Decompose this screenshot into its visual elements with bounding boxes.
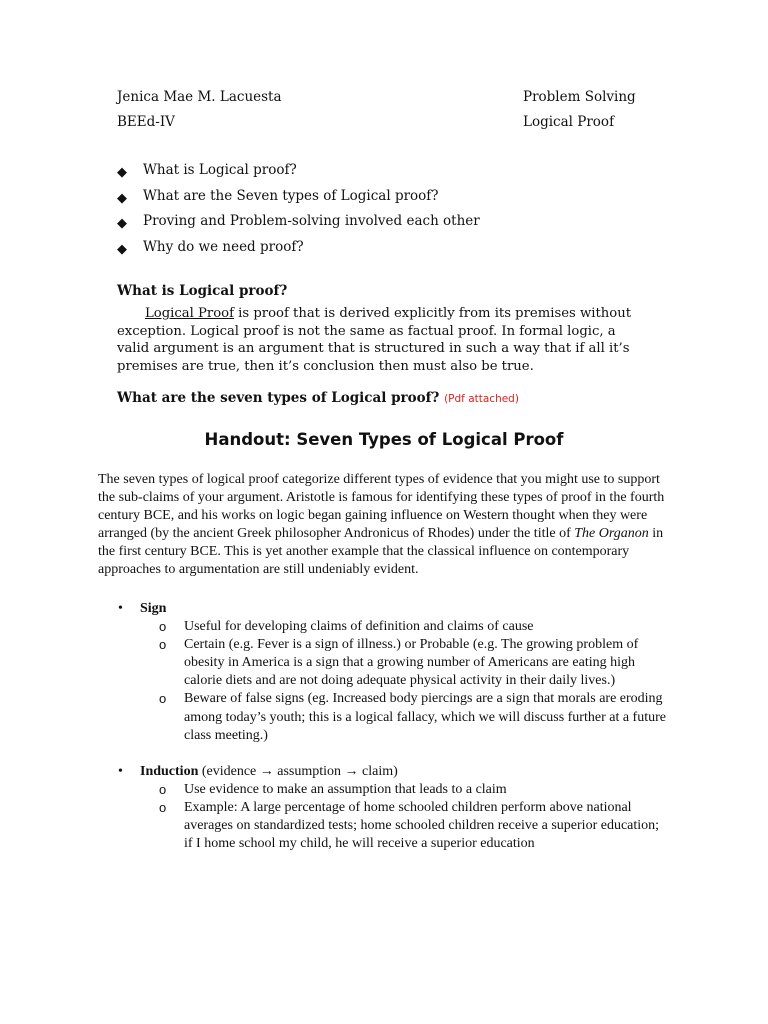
list-item: ◆ Why do we need proof? bbox=[117, 238, 304, 257]
bullet-dot-icon: • bbox=[118, 601, 123, 616]
handout-intro-paragraph: The seven types of logical proof categorize different types of evidence that you might use to support the sub-claims of your argument. Aristotle is famous for identifying these types of proof in the fourth century BCE, and his works on logic began gaining influence on Western thought when they were arranged (by the ancient Greek philosopher Andronicus of Rhodes) under the title of The Organon in the first century BCE. This is yet another example that the classical influence on contemporary approaches to argumentation are still undeniably evident. bbox=[98, 472, 665, 578]
list-item: o Beware of false signs (eg. Increased body piercings are a sign that morals are eroding among today’s youth; this is a logical fallacy, which we will discuss further at a future class meeting.) bbox=[159, 691, 666, 743]
term-logical-proof: Logical Proof bbox=[145, 306, 234, 321]
bullet-dot-icon: • bbox=[118, 764, 123, 779]
sign-sublist bbox=[140, 618, 668, 745]
subject-label: Problem Solving bbox=[523, 89, 636, 105]
question-list bbox=[117, 162, 480, 264]
list-item: ◆ What is Logical proof? bbox=[117, 162, 297, 180]
list-item bbox=[98, 763, 668, 853]
list-item: o Certain (e.g. Fever is a sign of illness.) or Probable (e.g. The growing problem of obesity in America is a sign that a growing number of Americans are eating high calorie diets and are not doing adequate physical activity in their daily lives.) bbox=[159, 637, 639, 689]
circle-bullet-icon: o bbox=[159, 619, 167, 635]
pdf-attached-note: (Pdf attached) bbox=[444, 393, 519, 405]
diamond-bullet-icon: ◆ bbox=[117, 216, 127, 231]
sign-label: Sign bbox=[140, 601, 167, 616]
induction-label: Induction bbox=[140, 764, 199, 779]
circle-bullet-icon: o bbox=[159, 800, 167, 816]
definition-text: is proof that is derived explicitly from its premises without exception. Logical proof is not the same as factual proof. In formal logic, a valid argument is an argument that is structured in such a way that if all it’s premises are true, then it’s conclusion then must also be true. bbox=[117, 306, 632, 374]
author-name: Jenica Mae M. Lacuesta bbox=[117, 89, 282, 105]
definition-paragraph bbox=[117, 305, 637, 375]
diamond-bullet-icon: ◆ bbox=[117, 190, 127, 206]
list-item bbox=[98, 600, 668, 745]
circle-bullet-icon: o bbox=[159, 637, 167, 653]
section-heading-what-is: What is Logical proof? bbox=[117, 283, 288, 299]
list-item: ◆ What are the Seven types of Logical proof? bbox=[117, 187, 439, 206]
circle-bullet-icon: o bbox=[159, 782, 167, 798]
induction-detail: (evidence → assumption → claim) bbox=[198, 764, 398, 779]
list-item: ◆ Proving and Problem-solving involved each other bbox=[117, 213, 480, 231]
diamond-bullet-icon: ◆ bbox=[117, 241, 127, 257]
sign-section bbox=[98, 600, 668, 745]
induction-section bbox=[98, 763, 668, 853]
list-item: o Use evidence to make an assumption that leads to a claim bbox=[140, 781, 668, 799]
diamond-bullet-icon: ◆ bbox=[117, 165, 127, 180]
section-heading-seven-types: What are the seven types of Logical proof? (Pdf attached) bbox=[117, 390, 519, 406]
circle-bullet-icon: o bbox=[159, 691, 167, 707]
induction-sublist bbox=[140, 781, 668, 853]
book-title: The Organon bbox=[574, 526, 649, 542]
list-item: o Useful for developing claims of definition and claims of cause bbox=[140, 618, 668, 636]
handout-title: Handout: Seven Types of Logical Proof bbox=[204, 430, 564, 449]
list-item: o Example: A large percentage of home schooled children perform above national averages on standardized tests; home schooled children receive a superior education; if I home school my child, he will receive a superior education bbox=[159, 800, 660, 852]
program-label: BEEd-IV bbox=[117, 114, 175, 130]
topic-label: Logical Proof bbox=[523, 114, 615, 130]
